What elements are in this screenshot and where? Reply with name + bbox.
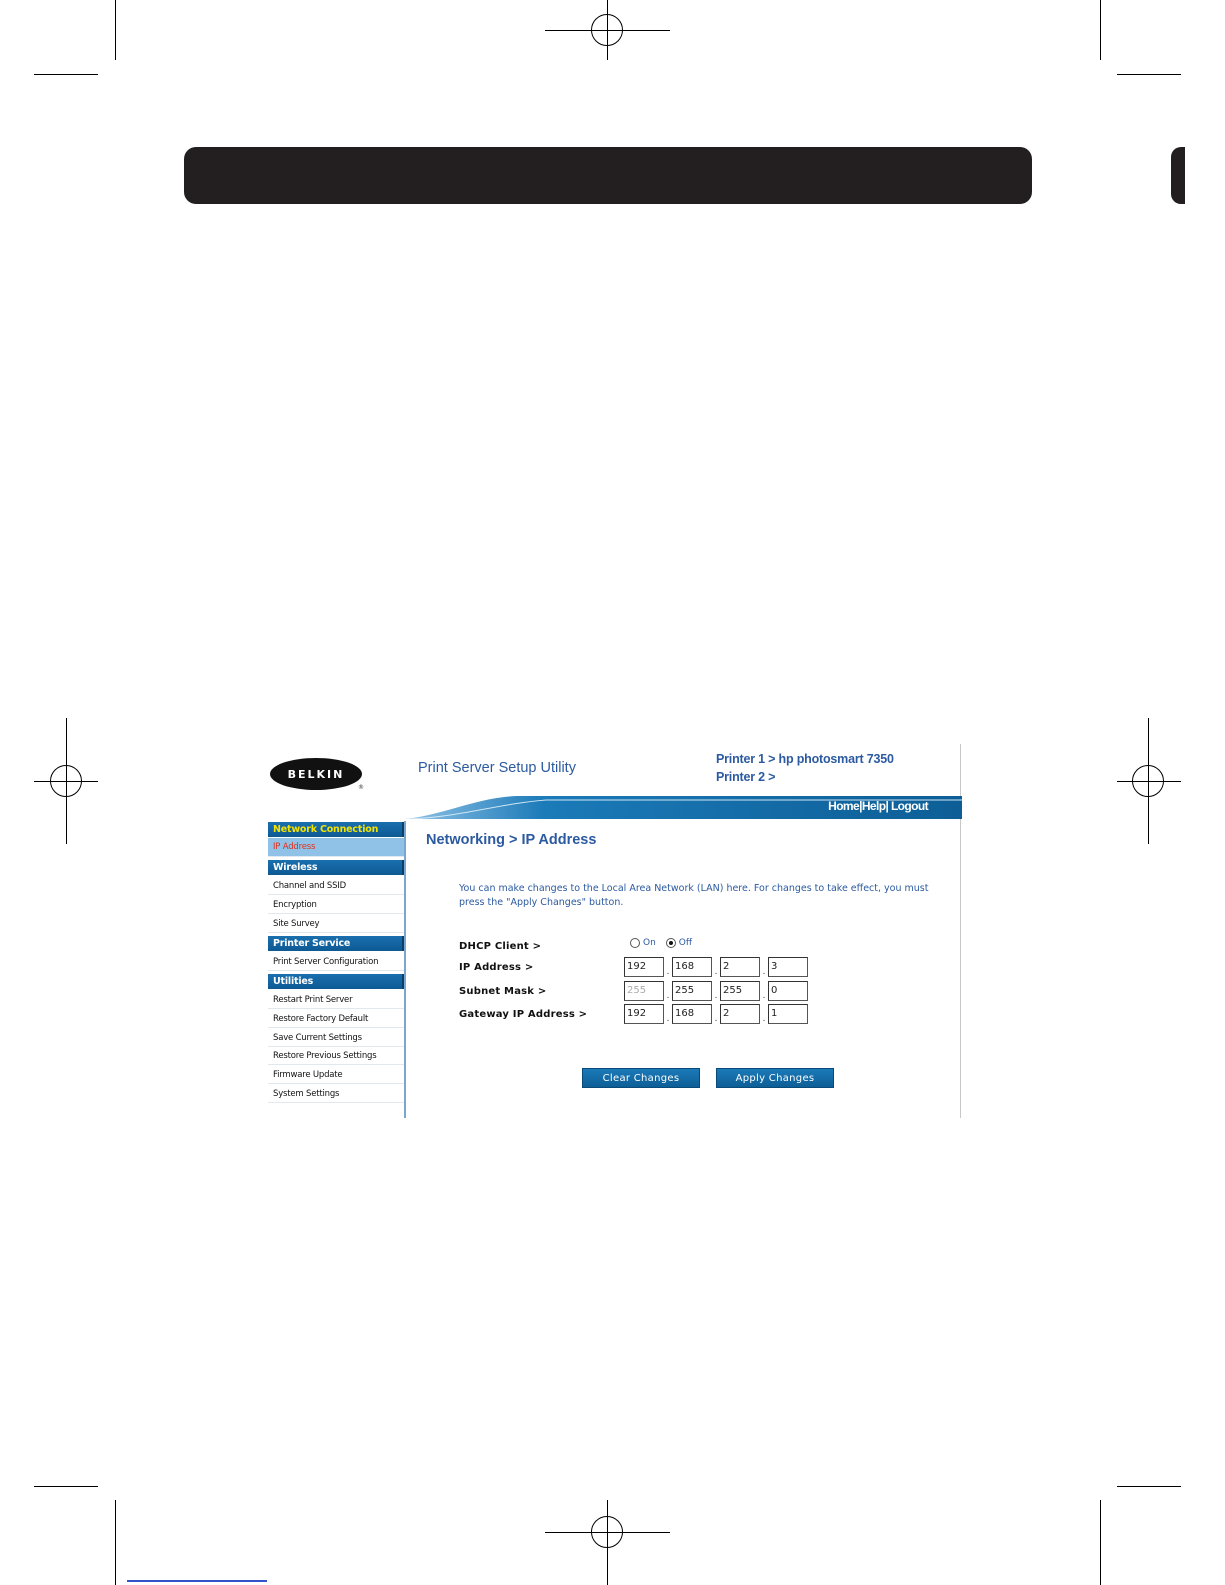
ip-octet-3[interactable]: 2 [720,957,760,977]
crop-mark [1117,74,1181,75]
crop-mark [1100,0,1101,60]
octet-dot: . [714,967,718,977]
octet-dot: . [714,1014,718,1024]
dhcp-off-radio[interactable] [666,938,676,948]
printer-2-link[interactable]: Printer 2 > [716,770,776,784]
sidebar-item-channel-ssid[interactable]: Channel and SSID [268,877,405,895]
gateway-octet-4[interactable]: 1 [768,1004,808,1024]
printer-1-link[interactable]: Printer 1 > hp photosmart 7350 [716,752,894,766]
app-title: Print Server Setup Utility [418,760,576,776]
page-header-bar [184,147,1032,204]
sidebar-item-restore-previous[interactable]: Restore Previous Settings [268,1047,405,1065]
ip-address-label: IP Address > [459,962,534,973]
clear-changes-button[interactable]: Clear Changes [582,1068,700,1088]
crop-mark [34,74,98,75]
octet-dot: . [714,991,718,1001]
home-link[interactable]: Home [828,799,860,813]
dhcp-radio-group [630,938,702,948]
sidebar-item-save-current[interactable]: Save Current Settings [268,1029,405,1047]
apply-changes-button[interactable]: Apply Changes [716,1068,834,1088]
sidebar [268,820,406,1118]
gateway-octet-2[interactable]: 168 [672,1004,712,1024]
gateway-label: Gateway IP Address > [459,1009,588,1020]
help-link[interactable]: Help [861,799,886,813]
top-links [828,799,928,813]
logout-link[interactable]: Logout [890,799,928,813]
sidebar-item-print-server-config[interactable]: Print Server Configuration [268,953,405,971]
gateway-octet-1[interactable]: 192 [624,1004,664,1024]
crop-mark [34,1486,98,1487]
logo-text: BELKIN [287,767,345,781]
section-tab [1171,147,1185,204]
subnet-mask-label: Subnet Mask > [459,986,547,997]
octet-dot: . [762,991,766,1001]
subnet-octet-3[interactable]: 255 [720,981,760,1001]
ip-address-fields [624,957,808,977]
ip-octet-4[interactable]: 3 [768,957,808,977]
crop-mark [115,0,116,60]
ip-octet-2[interactable]: 168 [672,957,712,977]
link-separator: | [885,799,891,813]
sidebar-header-printer-service[interactable]: Printer Service [268,936,405,951]
bottom-rule [127,1580,267,1582]
subnet-octet-4[interactable]: 0 [768,981,808,1001]
octet-dot: . [666,967,670,977]
sidebar-item-firmware-update[interactable]: Firmware Update [268,1066,405,1084]
sidebar-header-wireless[interactable]: Wireless [268,860,405,875]
logo-registered-mark: ® [358,784,364,791]
page-title: Networking > IP Address [426,832,597,848]
crop-mark [115,1500,116,1585]
crop-mark [1117,1486,1181,1487]
subnet-octet-1[interactable]: 255 [624,981,664,1001]
setup-utility-screenshot [266,744,962,1118]
sidebar-item-restore-factory[interactable]: Restore Factory Default [268,1010,405,1028]
crop-mark [1100,1500,1101,1585]
dhcp-on-label: On [643,938,656,948]
belkin-logo[interactable] [270,758,362,790]
ip-octet-1[interactable]: 192 [624,957,664,977]
subnet-mask-fields [624,981,808,1001]
sidebar-item-encryption[interactable]: Encryption [268,896,405,914]
sidebar-header-network-connection[interactable]: Network Connection [268,822,405,837]
subnet-octet-2[interactable]: 255 [672,981,712,1001]
octet-dot: . [666,1014,670,1024]
gateway-octet-3[interactable]: 2 [720,1004,760,1024]
dhcp-on-radio[interactable] [630,938,640,948]
sidebar-divider [404,821,406,1118]
octet-dot: . [762,1014,766,1024]
sidebar-item-restart[interactable]: Restart Print Server [268,991,405,1009]
octet-dot: . [666,991,670,1001]
sidebar-item-system-settings[interactable]: System Settings [268,1085,405,1103]
dhcp-off-label: Off [678,938,693,948]
intro-text: You can make changes to the Local Area Network (LAN) here. For changes to take effect, you must press the "Apply Changes" button. [459,883,929,908]
octet-dot: . [762,967,766,977]
link-separator: | [859,799,862,813]
sidebar-item-site-survey[interactable]: Site Survey [268,915,405,933]
dhcp-label: DHCP Client > [459,941,542,952]
sidebar-item-ip-address[interactable]: IP Address [268,838,405,857]
gateway-fields [624,1004,808,1024]
sidebar-header-utilities[interactable]: Utilities [268,974,405,989]
